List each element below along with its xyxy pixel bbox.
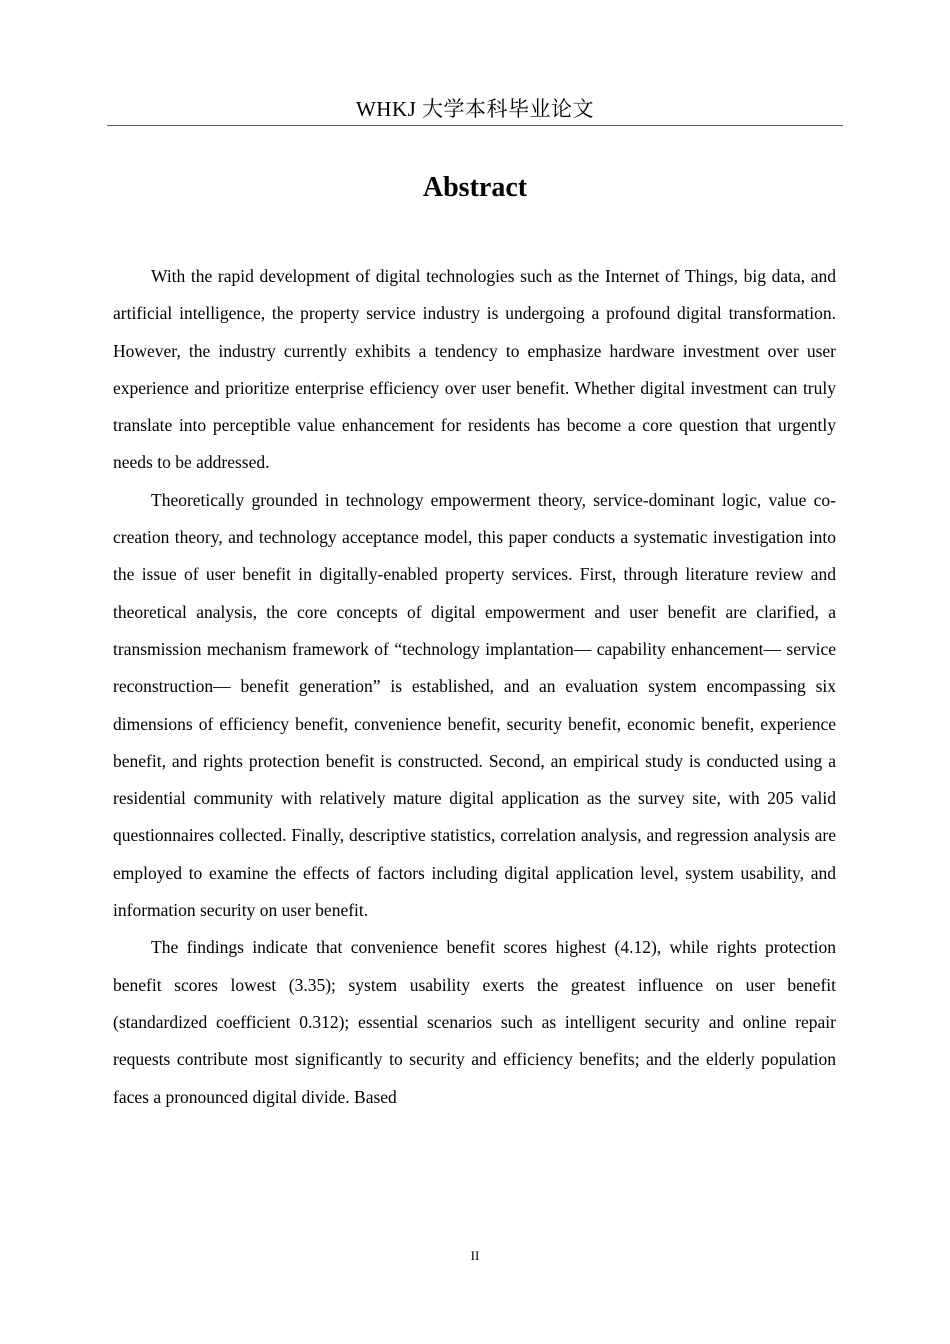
abstract-paragraph-2: Theoretically grounded in technology empowerment theory, service-dominant logic, value co-creation theory, and technology acceptance model, this paper conducts a systematic investigation into the issue of user benefit in digitally-enabled property services. First, through literature review and theoretical analysis, the core concepts of digital empowerment and user benefit are clarified, a transmission mechanism framework of “technology implantation— capability enhancement— service reconstruction— benefit generation” is established, and an evaluation system encompassing six dimensions of efficiency benefit, convenience benefit, security benefit, economic benefit, experience benefit, and rights protection benefit is constructed. Second, an empirical study is conducted using a residential community with relatively mature digital application as the survey site, with 205 valid questionnaires collected. Finally, descriptive statistics, correlation analysis, and regression analysis are employed to examine the effects of factors including digital application level, system usability, and information security on user benefit.	[113, 489, 836, 921]
abstract-body	[113, 258, 836, 1116]
abstract-paragraph-1: With the rapid development of digital technologies such as the Internet of Things, big data, and artificial intelligence, the property service industry is undergoing a profound digital transformation. However, the industry currently exhibits a tendency to emphasize hardware investment over user experience and prioritize enterprise efficiency over user benefit. Whether digital investment can truly translate into perceptible value enhancement for residents has become a core question that urgently needs to be addressed.	[113, 266, 836, 473]
page-header	[107, 95, 843, 126]
header-title: WHKJ 大学本科毕业论文	[355, 97, 595, 121]
abstract-paragraph-3: The findings indicate that convenience benefit scores highest (4.12), while rights protection benefit scores lowest (3.35); system usability exerts the greatest influence on user benefit (standardized coefficient 0.312); essential scenarios such as intelligent security and online repair requests contribute most significantly to security and efficiency benefits; and the elderly population faces a pronounced digital divide. Based	[113, 937, 836, 1107]
abstract-title: Abstract	[422, 172, 528, 203]
page-number: II	[470, 1248, 480, 1263]
